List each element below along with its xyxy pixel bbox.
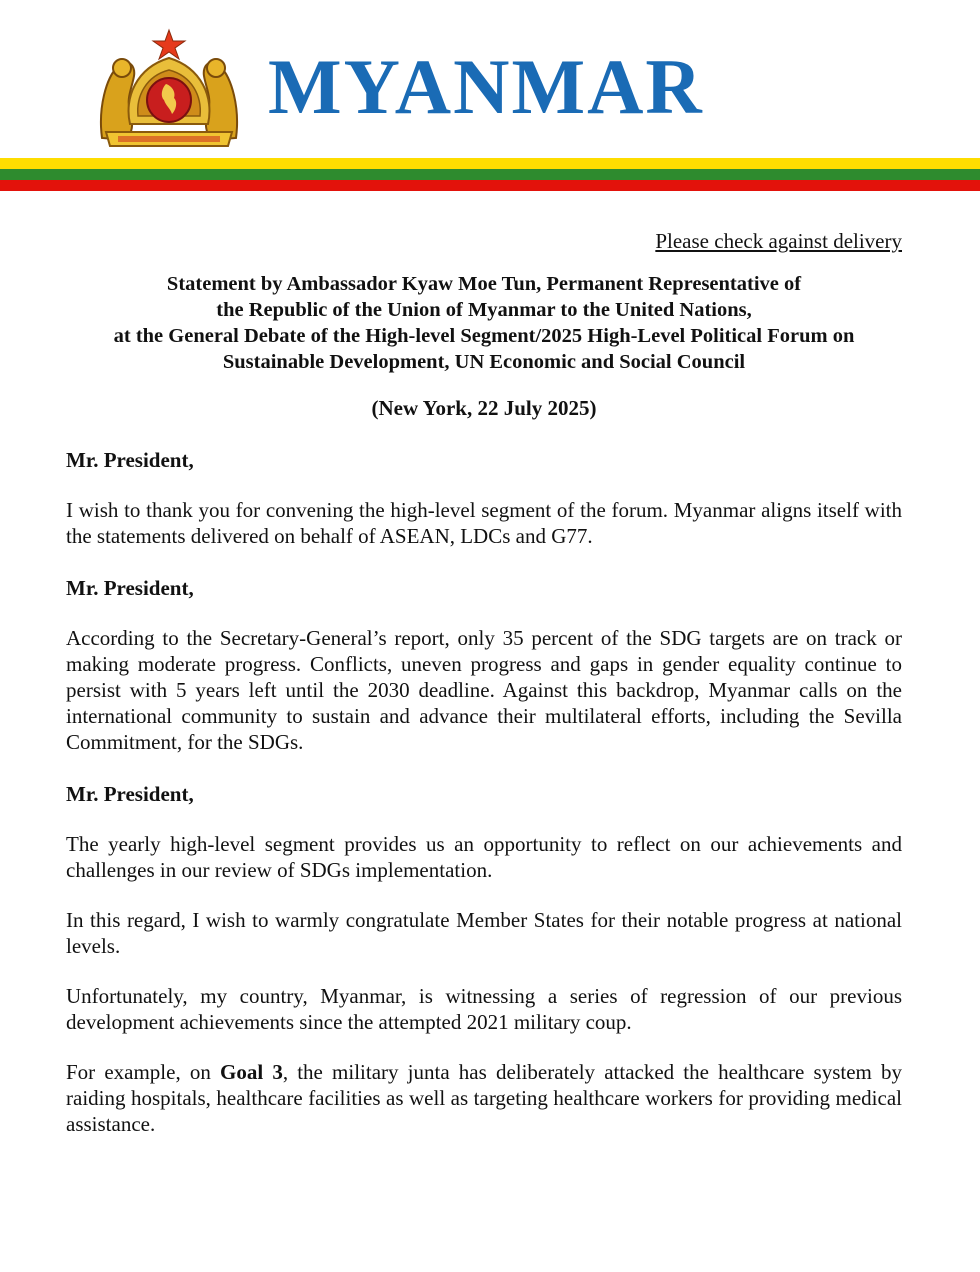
country-name-title: MYANMAR bbox=[268, 43, 704, 130]
red-stripe bbox=[0, 180, 980, 191]
letterhead bbox=[0, 0, 980, 210]
paragraph-text: For example, on bbox=[66, 1060, 220, 1084]
statement-title bbox=[66, 271, 902, 375]
paragraph-text: , the military junta has deliberately attacked the healthcare system by raiding hospitals, healthcare facilities as well as targeting healthcare workers for providing medical assistance. bbox=[66, 1060, 902, 1136]
paragraph: I wish to thank you for convening the high-level segment of the forum. Myanmar aligns itself with the statements delivered on behalf of ASEAN, LDCs and G77. bbox=[66, 498, 902, 548]
salutation: Mr. President, bbox=[66, 782, 194, 806]
paragraph: The yearly high-level segment provides us an opportunity to reflect on our achievements and challenges in our review of SDGs implementation. bbox=[66, 832, 902, 882]
paragraph: Unfortunately, my country, Myanmar, is witnessing a series of regression of our previous development achievements since the attempted 2021 military coup. bbox=[66, 984, 902, 1034]
paragraph bbox=[66, 1059, 902, 1137]
green-stripe bbox=[0, 169, 980, 180]
title-line: Sustainable Development, UN Economic and Social Council bbox=[222, 351, 746, 373]
paragraph: According to the Secretary-General’s report, only 35 percent of the SDG targets are on track or making moderate progress. Conflicts, uneven progress and gaps in gender equality continue to persist with 5 years left until the 2030 deadline. Against this backdrop, Myanmar calls on the international community to sustain and advance their multilateral efforts, including the Sevilla Commitment, for the SDGs. bbox=[66, 626, 902, 754]
dateline: (New York, 22 July 2025) bbox=[371, 396, 597, 420]
goal-reference: Goal 3 bbox=[220, 1060, 283, 1084]
state-seal-icon bbox=[96, 28, 242, 150]
title-line: the Republic of the Union of Myanmar to the United Nations, bbox=[216, 299, 752, 321]
statement-body bbox=[66, 228, 902, 1137]
delivery-note: Please check against delivery bbox=[655, 229, 902, 253]
yellow-stripe bbox=[0, 158, 980, 169]
title-line: Statement by Ambassador Kyaw Moe Tun, Permanent Representative of bbox=[166, 273, 802, 295]
title-line: at the General Debate of the High-level Segment/2025 High-Level Political Forum on bbox=[113, 325, 855, 347]
salutation: Mr. President, bbox=[66, 448, 194, 472]
flag-stripes bbox=[0, 158, 980, 191]
paragraph: In this regard, I wish to warmly congratulate Member States for their notable progress at national levels. bbox=[66, 908, 902, 958]
salutation: Mr. President, bbox=[66, 576, 194, 600]
